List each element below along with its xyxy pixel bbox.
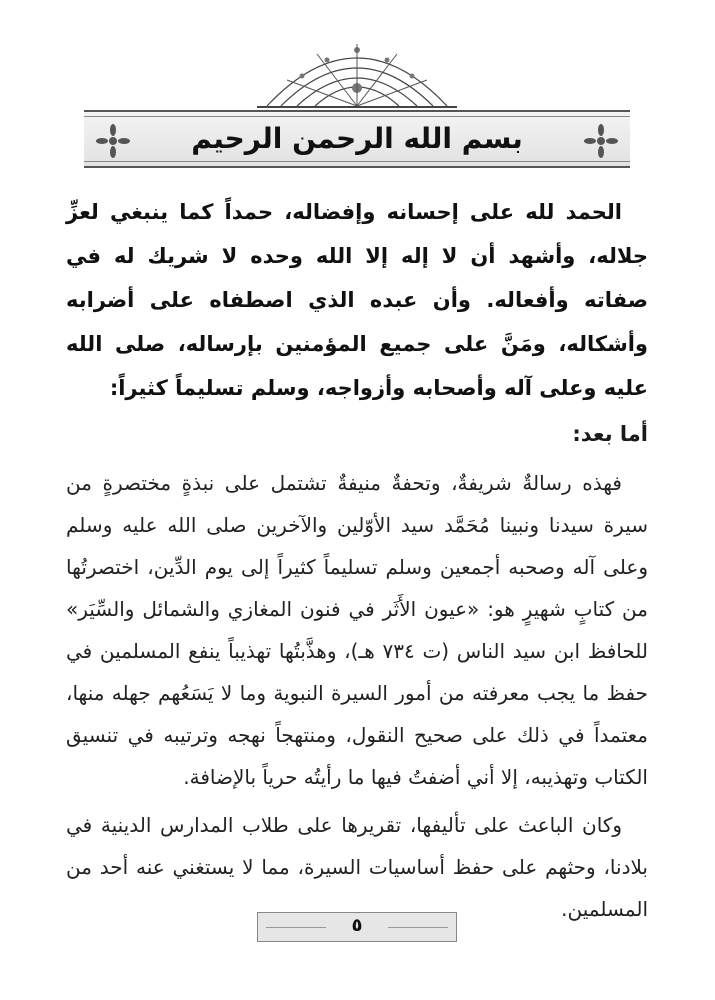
- body-paragraph: وكان الباعث على تأليفها، تقريرها على طلاب المدارس الدينية في بلادنا، وحثهم على حفظ أساسيات السيرة، مما لا يستغني عنه أحد من المسلمين.: [66, 813, 648, 921]
- intro-paragraph: الحمد لله على إحسانه وإفضاله، حمداً كما ينبغي لعزِّ جلاله، وأشهد أن لا إله إلا الله وحده لا شريك له في صفاته وأفعاله. وأن عبده الذي اصطفاه على أضرابه وأشكاله، ومَنَّ على جميع المؤمنين بإرساله، صلى الله عليه وعلى آله وأصحابه وأزواجه، وسلم تسليماً كثيراً:: [66, 200, 648, 400]
- document-body: [66, 190, 648, 936]
- body-paragraph: فهذه رسالةٌ شريفةٌ، وتحفةٌ منيفةٌ تشتمل على نبذةٍ مختصرةٍ من سيرة سيدنا ونبينا مُحَمَّد سيد الأوّلين والآخرين صلى الله عليه وسلم وعلى آله وصحبه أجمعين وسلم تسليماً كثيراً إلى يوم الدِّين، اختصرتُها من كتابٍ شهيرٍ هو: «عيون الأَثَر في فنون المغازي والشمائل والسِّيَر» للحافظ ابن سيد الناس (ت ٧٣٤ هـ)، وهذَّبتُها تهذيباً ينفع المسلمين في حفظ ما يجب معرفته من أمور السيرة النبوية وما لا يَسَعُهم جهله منها، معتمداً في ذلك على صحيح النقول، ومنتهجاً نهجه وترتيبه في تنسيق الكتاب وتهذيبه، إلا أني أضفتُ فيها ما رأيتُه حرياً بالإضافة.: [66, 471, 648, 789]
- section-opener: أما بعد:: [572, 422, 648, 446]
- title-banner: [84, 110, 630, 168]
- floral-ornament-icon: [582, 122, 620, 160]
- page-number: ٥: [351, 915, 363, 936]
- page-footer: [257, 912, 457, 942]
- floral-ornament-icon: [94, 122, 132, 160]
- page-title: بسم الله الرحمن الرحيم: [191, 122, 523, 155]
- top-ornament-icon: [257, 40, 457, 108]
